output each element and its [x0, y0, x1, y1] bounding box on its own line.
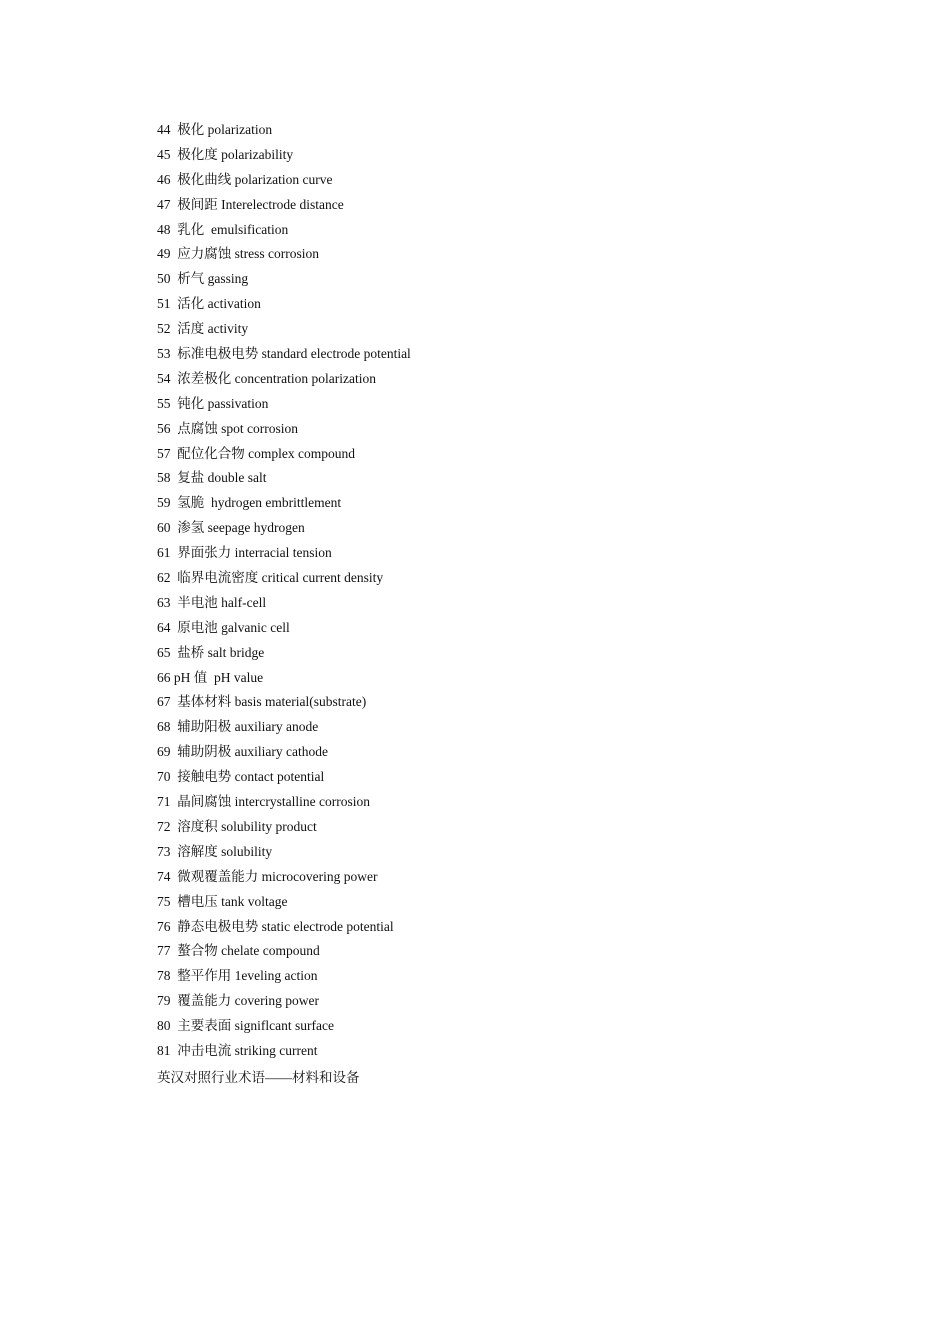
glossary-entry: 63 半电池 half-cell	[157, 594, 267, 610]
glossary-entry: 44 极化 polarization	[157, 122, 273, 137]
glossary-entry: 64 原电池 galvanic cell	[157, 619, 290, 635]
glossary-entry: 53 标准电极电势 standard electrode potential	[157, 346, 411, 362]
glossary-entry: 57 配位化合物 complex compound	[157, 445, 355, 461]
glossary-entry: 50 析气 gassing	[157, 271, 249, 287]
glossary-entry: 65 盐桥 salt bridge	[157, 644, 265, 660]
glossary-entry: 55 钝化 passivation	[157, 395, 269, 411]
glossary-entry: 74 微观覆盖能力 microcovering power	[157, 868, 378, 884]
glossary-entry: 67 基体材料 basis material(substrate)	[157, 694, 367, 710]
glossary-entry: 48 乳化 emulsification	[157, 221, 289, 237]
glossary-entry: 61 界面张力 interracial tension	[157, 545, 332, 561]
glossary-entry: 80 主要表面 signiflcant surface	[157, 1018, 334, 1034]
glossary-entry: 59 氢脆 hydrogen embrittlement	[157, 495, 342, 511]
glossary-entry: 76 静态电极电势 static electrode potential	[157, 918, 394, 934]
section-heading: 英汉对照行业术语——材料和设备	[157, 1069, 360, 1085]
glossary-entry: 70 接触电势 contact potential	[157, 769, 325, 785]
glossary-entry: 49 应力腐蚀 stress corrosion	[157, 246, 319, 262]
glossary-entry: 78 整平作用 1eveling action	[157, 968, 318, 984]
glossary-entry: 75 槽电压 tank voltage	[157, 893, 288, 909]
glossary-entry: 62 临界电流密度 critical current density	[157, 570, 384, 586]
glossary-entry: 79 覆盖能力 covering power	[157, 993, 319, 1009]
glossary-entry: 72 溶度积 solubility product	[157, 818, 317, 834]
glossary-entry: 58 复盐 double salt	[157, 470, 267, 486]
glossary-entry: 73 溶解度 solubility	[157, 843, 273, 859]
glossary-entry: 56 点腐蚀 spot corrosion	[157, 420, 298, 436]
glossary-entry: 71 晶间腐蚀 intercrystalline corrosion	[157, 794, 370, 810]
glossary-entry: 68 辅助阳极 auxiliary anode	[157, 719, 319, 735]
entry-list	[157, 120, 857, 1066]
glossary-entry: 69 辅助阴极 auxiliary cathode	[157, 744, 328, 760]
glossary-entry: 47 极间距 Interelectrode distance	[157, 196, 344, 212]
glossary-entry: 66 pH 值 pH value	[157, 669, 264, 685]
document-page	[157, 120, 857, 1088]
glossary-entry: 54 浓差极化 concentration polarization	[157, 370, 376, 386]
glossary-entry: 46 极化曲线 polarization curve	[157, 171, 333, 187]
glossary-entry: 51 活化 activation	[157, 296, 261, 312]
glossary-entry: 45 极化度 polarizability	[157, 146, 294, 162]
glossary-entry: 52 活度 activity	[157, 321, 249, 337]
glossary-entry: 81 冲击电流 striking current	[157, 1042, 318, 1058]
glossary-entry: 60 渗氢 seepage hydrogen	[157, 520, 305, 536]
glossary-entry: 77 螯合物 chelate compound	[157, 943, 320, 959]
